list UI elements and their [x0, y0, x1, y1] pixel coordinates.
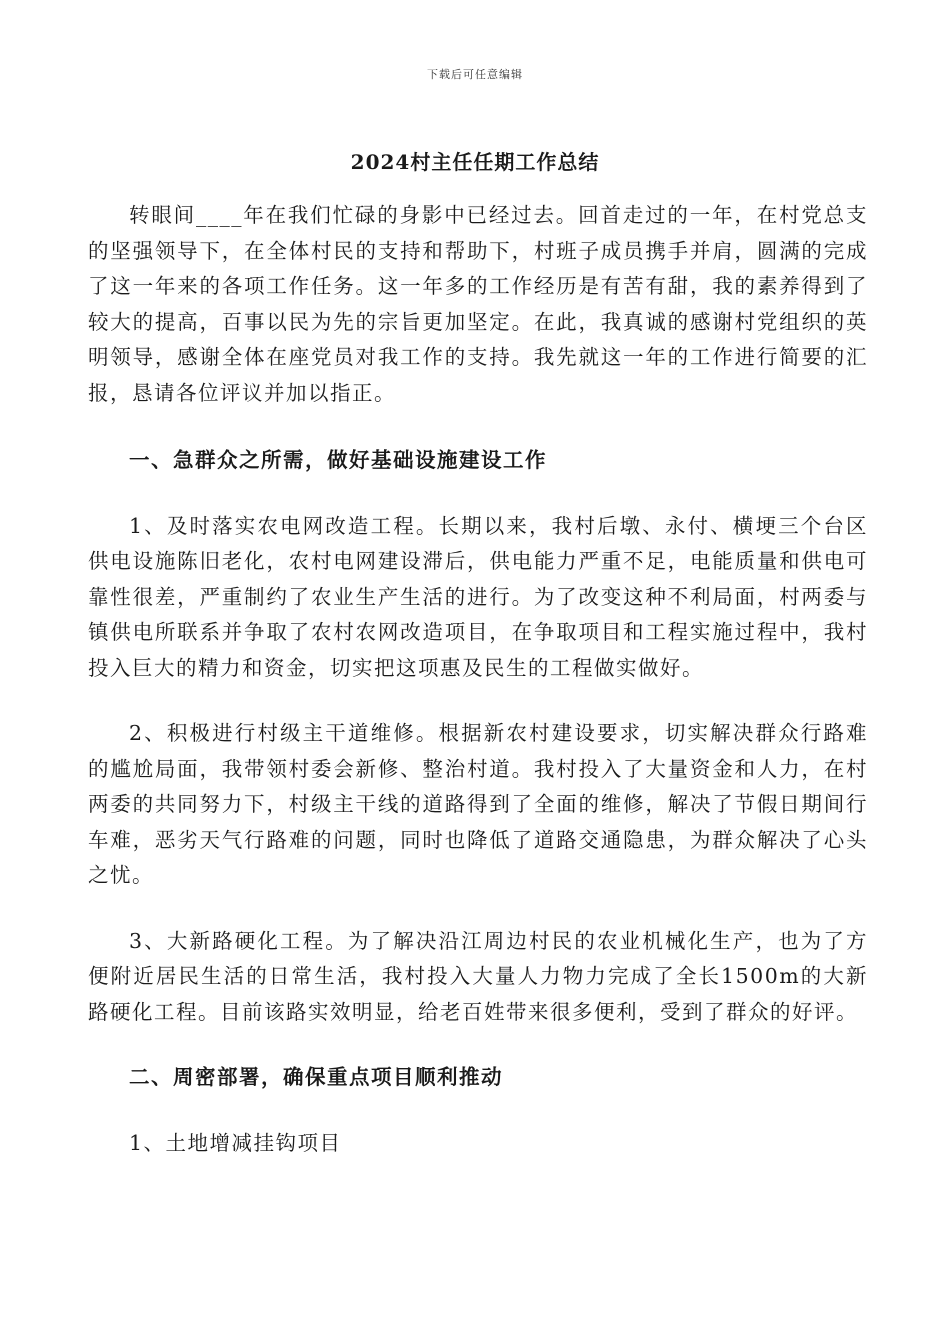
document-body [88, 198, 868, 1161]
document-title: 2024村主任任期工作总结 [350, 150, 600, 174]
paragraph-road-repair: 2、积极进行村级主干道维修。根据新农村建设要求，切实解决群众行路难的尴尬局面，我带领村委会新修、整治村道。我村投入了大量资金和人力，在村两委的共同努力下，村级主干线的道路得到了全面的维修，解决了节假日期间行车难，恶劣天气行路难的问题，同时也降低了道路交通隐患，为群众解决了心头之忧。 [88, 721, 868, 887]
section-heading-1: 一、急群众之所需，做好基础设施建设工作 [129, 448, 547, 472]
paragraph-land-project: 1、土地增减挂钩项目 [129, 1130, 342, 1155]
paragraph-daxin-road: 3、大新路硬化工程。为了解决沿江周边村民的农业机械化生产，也为了方便附近居民生活的日常生活，我村投入大量人力物力完成了全长1500m的大新路硬化工程。目前该路实效明显，给老百姓带来很多便利，受到了群众的好评。 [88, 928, 868, 1024]
paragraph-power-grid: 1、及时落实农电网改造工程。长期以来，我村后墩、永付、横埂三个台区供电设施陈旧老化，农村电网建设滞后，供电能力严重不足，电能质量和供电可靠性很差，严重制约了农业生产生活的进行。为了改变这种不利局面，村两委与镇供电所联系并争取了农村农网改造项目，在争取项目和工程实施过程中，我村投入巨大的精力和资金，切实把这项惠及民生的工程做实做好。 [88, 513, 868, 680]
intro-paragraph: 转眼间____年在我们忙碌的身影中已经过去。回首走过的一年，在村党总支的坚强领导下，在全体村民的支持和帮助下，村班子成员携手并肩，圆满的完成了这一年来的各项工作任务。这一年多的工作经历是有苦有甜，我的素养得到了较大的提高，百事以民为先的宗旨更加坚定。在此，我真诚的感谢村党组织的英明领导，感谢全体在座党员对我工作的支持。我先就这一年的工作进行简要的汇报，恳请各位评议并加以指正。 [88, 203, 868, 405]
header-note: 下载后可任意编辑 [427, 68, 523, 81]
section-heading-2: 二、周密部署，确保重点项目顺利推动 [129, 1065, 503, 1089]
